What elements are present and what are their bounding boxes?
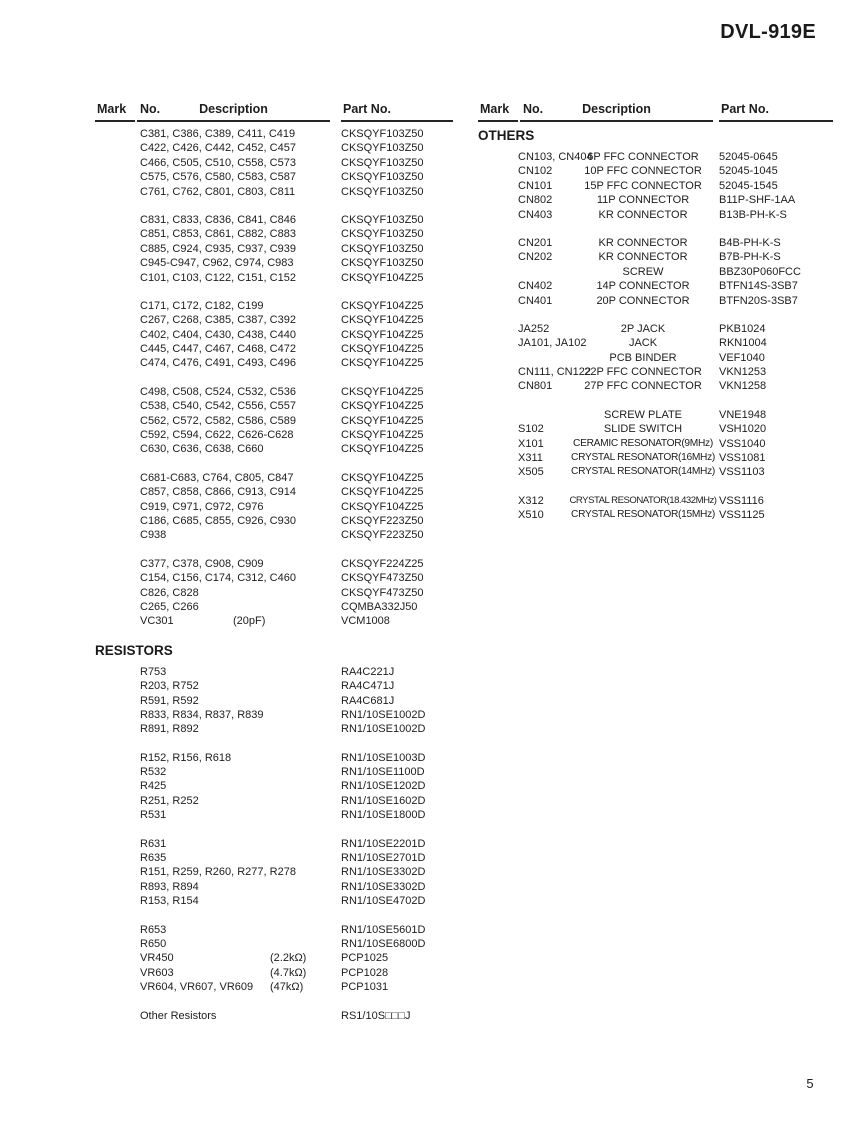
component-numbers: CN103, CN404 xyxy=(518,151,593,163)
component-numbers: R635 xyxy=(140,852,167,865)
part-number: PCP1028 xyxy=(341,966,389,979)
part-number: RN1/10SE1003D xyxy=(341,751,426,764)
left-sections xyxy=(95,127,465,1023)
page-title: DVL-919E xyxy=(720,21,816,43)
parts-group xyxy=(95,751,465,823)
component-description: 15P FFC CONNECTOR xyxy=(584,179,702,192)
part-number: CKSQYF103Z50 xyxy=(341,228,424,241)
part-number: CKSQYF103Z50 xyxy=(341,185,424,198)
parts-group xyxy=(95,665,465,737)
part-number: RN1/10SE3302D xyxy=(341,866,426,879)
component-numbers: C474, C476, C491, C493, C496 xyxy=(140,357,296,370)
part-number: PCP1025 xyxy=(341,952,389,965)
component-numbers: C402, C404, C430, C438, C440 xyxy=(140,328,296,341)
parts-group xyxy=(95,299,465,371)
component-numbers: C592, C594, C622, C626-C628 xyxy=(140,429,294,442)
component-numbers: C445, C447, C467, C468, C472 xyxy=(140,343,296,356)
component-numbers: R152, R156, R618 xyxy=(140,751,232,764)
part-number: RN1/10SE4702D xyxy=(341,895,426,908)
parts-row xyxy=(95,156,465,170)
component-numbers: C101, C103, C122, C151, C152 xyxy=(140,271,296,284)
parts-row xyxy=(95,808,465,822)
component-numbers: R653 xyxy=(140,923,167,936)
parts-row xyxy=(478,422,843,436)
parts-row xyxy=(478,322,843,336)
left-parts-column xyxy=(95,101,465,1023)
parts-row xyxy=(95,442,465,456)
column-header-description: Description xyxy=(199,102,268,116)
parts-row xyxy=(95,586,465,600)
parts-row xyxy=(95,170,465,184)
parts-row xyxy=(478,451,843,465)
component-numbers: X505 xyxy=(518,466,544,479)
right-parts-column xyxy=(478,101,843,523)
part-number: VCM1008 xyxy=(341,615,390,628)
parts-row xyxy=(478,351,843,365)
part-number: CKSQYF104Z25 xyxy=(341,299,424,312)
part-number: RA4C681J xyxy=(341,694,395,707)
parts-row xyxy=(95,894,465,908)
parts-row xyxy=(95,414,465,428)
component-description: CRYSTAL RESONATOR(15MHz) xyxy=(571,509,715,521)
part-number: RN1/10SE5601D xyxy=(341,923,426,936)
component-numbers: C761, C762, C801, C803, C811 xyxy=(140,185,296,198)
parts-row xyxy=(95,227,465,241)
parts-group xyxy=(478,150,843,222)
component-numbers: C630, C636, C638, C660 xyxy=(140,443,264,456)
component-numbers: R833, R834, R837, R839 xyxy=(140,708,264,721)
component-description: CRYSTAL RESONATOR(14MHz) xyxy=(571,466,715,478)
parts-row xyxy=(95,127,465,141)
component-numbers: R753 xyxy=(140,665,167,678)
component-numbers: VR450 xyxy=(140,952,174,965)
component-numbers: CN401 xyxy=(518,294,553,307)
parts-row xyxy=(95,256,465,270)
part-number: CKSQYF104Z25 xyxy=(341,343,424,356)
component-description: KR CONNECTOR xyxy=(598,208,688,221)
part-number: CKSQYF103Z50 xyxy=(341,213,424,226)
component-numbers: R251, R252 xyxy=(140,794,199,807)
parts-group xyxy=(95,557,465,629)
parts-group xyxy=(95,471,465,543)
component-numbers: S102 xyxy=(518,423,544,436)
parts-row xyxy=(95,242,465,256)
table-header xyxy=(478,101,843,127)
parts-group xyxy=(95,213,465,285)
parts-row xyxy=(95,980,465,994)
part-number: VEF1040 xyxy=(719,351,765,364)
parts-row xyxy=(95,399,465,413)
part-number: RS1/10S□□□J xyxy=(341,1009,411,1022)
component-description: KR CONNECTOR xyxy=(598,251,688,264)
parts-row xyxy=(95,471,465,485)
parts-row xyxy=(478,336,843,350)
column-header-mark: Mark xyxy=(478,102,518,122)
component-numbers: C919, C971, C972, C976 xyxy=(140,500,264,513)
component-numbers: CN111, CN122 xyxy=(518,366,591,379)
component-numbers: X312 xyxy=(518,494,544,507)
part-number: VKN1258 xyxy=(719,380,767,393)
part-number: VSS1081 xyxy=(719,452,766,465)
parts-row xyxy=(95,923,465,937)
section-title-others: OTHERS xyxy=(478,128,535,143)
part-number: CKSQYF223Z50 xyxy=(341,514,424,527)
parts-row xyxy=(95,356,465,370)
component-description: 6P FFC CONNECTOR xyxy=(587,151,699,163)
part-number: VKN1253 xyxy=(719,366,767,379)
part-number: CKSQYF104Z25 xyxy=(341,486,424,499)
component-numbers: C826, C828 xyxy=(140,586,199,599)
parts-row xyxy=(478,408,843,422)
component-numbers: C498, C508, C524, C532, C536 xyxy=(140,385,296,398)
component-numbers: R650 xyxy=(140,937,167,950)
parts-row xyxy=(95,765,465,779)
part-number: CKSQYF473Z50 xyxy=(341,586,424,599)
component-numbers: C377, C378, C908, C909 xyxy=(140,557,264,570)
column-header-mark: Mark xyxy=(95,102,135,122)
parts-row xyxy=(95,865,465,879)
part-number: CKSQYF104Z25 xyxy=(341,414,424,427)
column-header-part-no: Part No. xyxy=(341,102,453,122)
component-numbers: CN402 xyxy=(518,280,553,293)
part-number: RN1/10SE1202D xyxy=(341,780,426,793)
parts-row xyxy=(478,193,843,207)
part-number: VSS1116 xyxy=(719,494,764,507)
parts-row xyxy=(478,365,843,379)
component-description: 14P CONNECTOR xyxy=(596,280,690,293)
parts-row xyxy=(95,722,465,736)
component-numbers: R893, R894 xyxy=(140,880,199,893)
column-header-no: No. xyxy=(523,102,544,116)
parts-row xyxy=(95,342,465,356)
column-header-no: No. xyxy=(140,102,161,116)
part-number: RKN1004 xyxy=(719,337,767,350)
parts-row xyxy=(95,665,465,679)
right-sections xyxy=(478,128,843,523)
component-numbers: C938 xyxy=(140,529,167,542)
parts-row xyxy=(95,299,465,313)
parts-group xyxy=(478,408,843,480)
part-number: VSS1103 xyxy=(719,466,765,479)
parts-row xyxy=(95,528,465,542)
column-header-part-no: Part No. xyxy=(719,102,833,122)
parts-row xyxy=(478,279,843,293)
component-numbers: R531 xyxy=(140,809,167,822)
component-numbers: CN101 xyxy=(518,179,553,192)
parts-row xyxy=(95,880,465,894)
part-number: RN1/10SE2701D xyxy=(341,852,426,865)
part-number: CKSQYF224Z25 xyxy=(341,557,424,570)
parts-row xyxy=(95,794,465,808)
parts-row xyxy=(478,208,843,222)
part-number: B4B-PH-K-S xyxy=(719,236,781,249)
parts-group xyxy=(95,837,465,909)
parts-row xyxy=(95,851,465,865)
component-numbers: VC301 xyxy=(140,615,174,628)
parts-row xyxy=(95,966,465,980)
part-number: CKSQYF104Z25 xyxy=(341,471,424,484)
component-numbers: CN202 xyxy=(518,251,553,264)
component-numbers: X510 xyxy=(518,509,544,522)
part-number: VSS1125 xyxy=(719,509,765,522)
part-number: CKSQYF104Z25 xyxy=(341,385,424,398)
parts-group xyxy=(95,127,465,199)
column-header-no-description xyxy=(137,102,330,122)
parts-row xyxy=(478,236,843,250)
part-number: PCP1031 xyxy=(341,981,389,994)
component-numbers: C422, C426, C442, C452, C457 xyxy=(140,142,296,155)
part-number: CKSQYF104Z25 xyxy=(341,314,424,327)
component-numbers: R891, R892 xyxy=(140,723,199,736)
component-numbers: C575, C576, C580, C583, C587 xyxy=(140,171,296,184)
component-numbers: R631 xyxy=(140,837,167,850)
part-number: RN1/10SE1100D xyxy=(341,766,425,779)
parts-row xyxy=(478,250,843,264)
part-number: VNE1948 xyxy=(719,408,767,421)
component-description: 22P FFC CONNECTOR xyxy=(584,366,702,379)
component-numbers: CN201 xyxy=(518,236,553,249)
parts-row xyxy=(95,141,465,155)
component-numbers: C154, C156, C174, C312, C460 xyxy=(140,572,296,585)
component-numbers: C945-C947, C962, C974, C983 xyxy=(140,257,294,270)
component-numbers: CN102 xyxy=(518,165,553,178)
part-number: RN1/10SE3302D xyxy=(341,880,426,893)
parts-group xyxy=(478,322,843,394)
parts-row xyxy=(478,379,843,393)
component-description: SLIDE SWITCH xyxy=(603,423,683,436)
component-value: (20pF) xyxy=(233,615,266,628)
part-number: RN1/10SE1602D xyxy=(341,794,426,807)
part-number: CKSQYF103Z50 xyxy=(341,156,424,169)
table-header xyxy=(95,101,465,127)
part-number: CKSQYF104Z25 xyxy=(341,400,424,413)
part-number: RA4C221J xyxy=(341,665,395,678)
part-number: RA4C471J xyxy=(341,680,395,693)
part-number: RN1/10SE1800D xyxy=(341,809,426,822)
component-numbers: VR604, VR607, VR609 xyxy=(140,981,254,994)
parts-group xyxy=(478,494,843,523)
parts-row xyxy=(478,179,843,193)
component-description: PCB BINDER xyxy=(609,351,677,364)
component-description: 20P CONNECTOR xyxy=(596,294,690,307)
part-number: B13B-PH-K-S xyxy=(719,208,787,221)
component-numbers: C538, C540, C542, C556, C557 xyxy=(140,400,296,413)
component-numbers: C681-C683, C764, C805, C847 xyxy=(140,471,294,484)
page-number: 5 xyxy=(806,1076,814,1091)
part-number: CKSQYF103Z50 xyxy=(341,242,424,255)
parts-row xyxy=(95,328,465,342)
part-number: VSH1020 xyxy=(719,423,767,436)
part-number: CKSQYF103Z50 xyxy=(341,142,424,155)
component-description: SCREW PLATE xyxy=(603,408,683,421)
parts-row xyxy=(95,428,465,442)
component-numbers: R153, R154 xyxy=(140,895,199,908)
component-numbers: R203, R752 xyxy=(140,680,199,693)
component-numbers: Other Resistors xyxy=(140,1009,217,1022)
parts-group xyxy=(95,385,465,457)
parts-row xyxy=(478,437,843,451)
parts-row xyxy=(95,679,465,693)
parts-row xyxy=(95,485,465,499)
parts-row xyxy=(95,600,465,614)
component-numbers: C466, C505, C510, C558, C573 xyxy=(140,156,296,169)
component-numbers: R591, R592 xyxy=(140,694,199,707)
part-number: RN1/10SE1002D xyxy=(341,723,426,736)
component-description: CRYSTAL RESONATOR(16MHz) xyxy=(571,452,715,464)
part-number: CKSQYF223Z50 xyxy=(341,529,424,542)
part-number: CKSQYF103Z50 xyxy=(341,171,424,184)
parts-row xyxy=(95,185,465,199)
parts-group xyxy=(95,923,465,995)
parts-row xyxy=(478,150,843,164)
component-numbers: C267, C268, C385, C387, C392 xyxy=(140,314,296,327)
part-number: RN1/10SE1002D xyxy=(341,708,426,721)
component-numbers: X101 xyxy=(518,437,544,450)
component-numbers: R425 xyxy=(140,780,167,793)
component-numbers: C265, C266 xyxy=(140,600,199,613)
parts-row xyxy=(95,708,465,722)
component-numbers: C851, C853, C861, C882, C883 xyxy=(140,228,296,241)
parts-row xyxy=(95,313,465,327)
component-description: SCREW xyxy=(622,265,664,278)
component-numbers: JA252 xyxy=(518,322,550,335)
component-numbers: CN801 xyxy=(518,380,553,393)
part-number: BTFN20S-3SB7 xyxy=(719,294,798,307)
component-numbers: CN802 xyxy=(518,194,553,207)
part-number: CQMBA332J50 xyxy=(341,600,418,613)
component-numbers: C831, C833, C836, C841, C846 xyxy=(140,213,296,226)
component-description: CERAMIC RESONATOR(9MHz) xyxy=(573,437,713,449)
component-numbers: X311 xyxy=(518,452,543,465)
parts-row xyxy=(478,508,843,522)
part-number: CKSQYF104Z25 xyxy=(341,271,424,284)
parts-row xyxy=(478,294,843,308)
parts-row xyxy=(478,494,843,508)
part-number: RN1/10SE2201D xyxy=(341,837,426,850)
part-number: CKSQYF104Z25 xyxy=(341,500,424,513)
part-number: CKSQYF104Z25 xyxy=(341,443,424,456)
component-numbers: R151, R259, R260, R277, R278 xyxy=(140,866,296,879)
parts-row xyxy=(95,213,465,227)
part-number: B11P-SHF-1AA xyxy=(719,194,796,207)
parts-row xyxy=(95,951,465,965)
parts-row xyxy=(95,514,465,528)
parts-row xyxy=(95,1009,465,1023)
component-numbers: CN403 xyxy=(518,208,553,221)
part-number: 52045-1545 xyxy=(719,179,778,192)
parts-row xyxy=(95,271,465,285)
part-number: 52045-1045 xyxy=(719,165,778,178)
parts-row xyxy=(95,500,465,514)
part-number: CKSQYF473Z50 xyxy=(341,572,424,585)
parts-group xyxy=(95,1009,465,1023)
parts-row xyxy=(95,614,465,628)
parts-row xyxy=(95,751,465,765)
component-description: KR CONNECTOR xyxy=(598,236,688,249)
parts-row xyxy=(478,164,843,178)
part-number: CKSQYF103Z50 xyxy=(341,257,424,270)
parts-group xyxy=(478,236,843,308)
part-number: RN1/10SE6800D xyxy=(341,937,426,950)
component-value: (4.7kΩ) xyxy=(270,966,307,979)
part-number: BTFN14S-3SB7 xyxy=(719,280,798,293)
part-number: BBZ30P060FCC xyxy=(719,265,801,278)
parts-row xyxy=(478,465,843,479)
parts-row xyxy=(95,385,465,399)
component-numbers: C885, C924, C935, C937, C939 xyxy=(140,242,296,255)
parts-row xyxy=(95,557,465,571)
component-numbers: R532 xyxy=(140,766,167,779)
part-number: CKSQYF103Z50 xyxy=(341,128,424,140)
component-description: 2P JACK xyxy=(620,322,666,335)
parts-row xyxy=(95,694,465,708)
parts-row xyxy=(95,837,465,851)
column-header-no-description xyxy=(520,102,713,122)
component-description: 11P CONNECTOR xyxy=(596,194,690,207)
section-title-resistors: RESISTORS xyxy=(95,642,173,658)
component-value: (2.2kΩ) xyxy=(270,952,307,965)
component-numbers: C381, C386, C389, C411, C419 xyxy=(140,128,296,140)
component-numbers: VR603 xyxy=(140,966,174,979)
part-number: PKB1024 xyxy=(719,322,766,335)
component-description: 10P FFC CONNECTOR xyxy=(584,165,702,178)
parts-row xyxy=(95,571,465,585)
part-number: CKSQYF104Z25 xyxy=(341,357,424,370)
component-numbers: C186, C685, C855, C926, C930 xyxy=(140,514,296,527)
part-number: CKSQYF104Z25 xyxy=(341,429,424,442)
component-numbers: C171, C172, C182, C199 xyxy=(140,299,264,312)
component-description: 27P FFC CONNECTOR xyxy=(584,380,702,393)
component-description: CRYSTAL RESONATOR(18.432MHz) xyxy=(569,494,717,506)
component-numbers: JA101, JA102 xyxy=(518,337,587,350)
parts-row xyxy=(95,779,465,793)
part-number: B7B-PH-K-S xyxy=(719,251,781,264)
parts-row xyxy=(478,265,843,279)
part-number: VSS1040 xyxy=(719,437,766,450)
parts-row xyxy=(95,937,465,951)
component-value: (47kΩ) xyxy=(270,981,304,994)
component-description: JACK xyxy=(628,337,658,350)
component-numbers: C562, C572, C582, C586, C589 xyxy=(140,414,296,427)
part-number: 52045-0645 xyxy=(719,151,778,163)
part-number: CKSQYF104Z25 xyxy=(341,328,424,341)
column-header-description: Description xyxy=(582,102,651,116)
component-numbers: C857, C858, C866, C913, C914 xyxy=(140,486,296,499)
